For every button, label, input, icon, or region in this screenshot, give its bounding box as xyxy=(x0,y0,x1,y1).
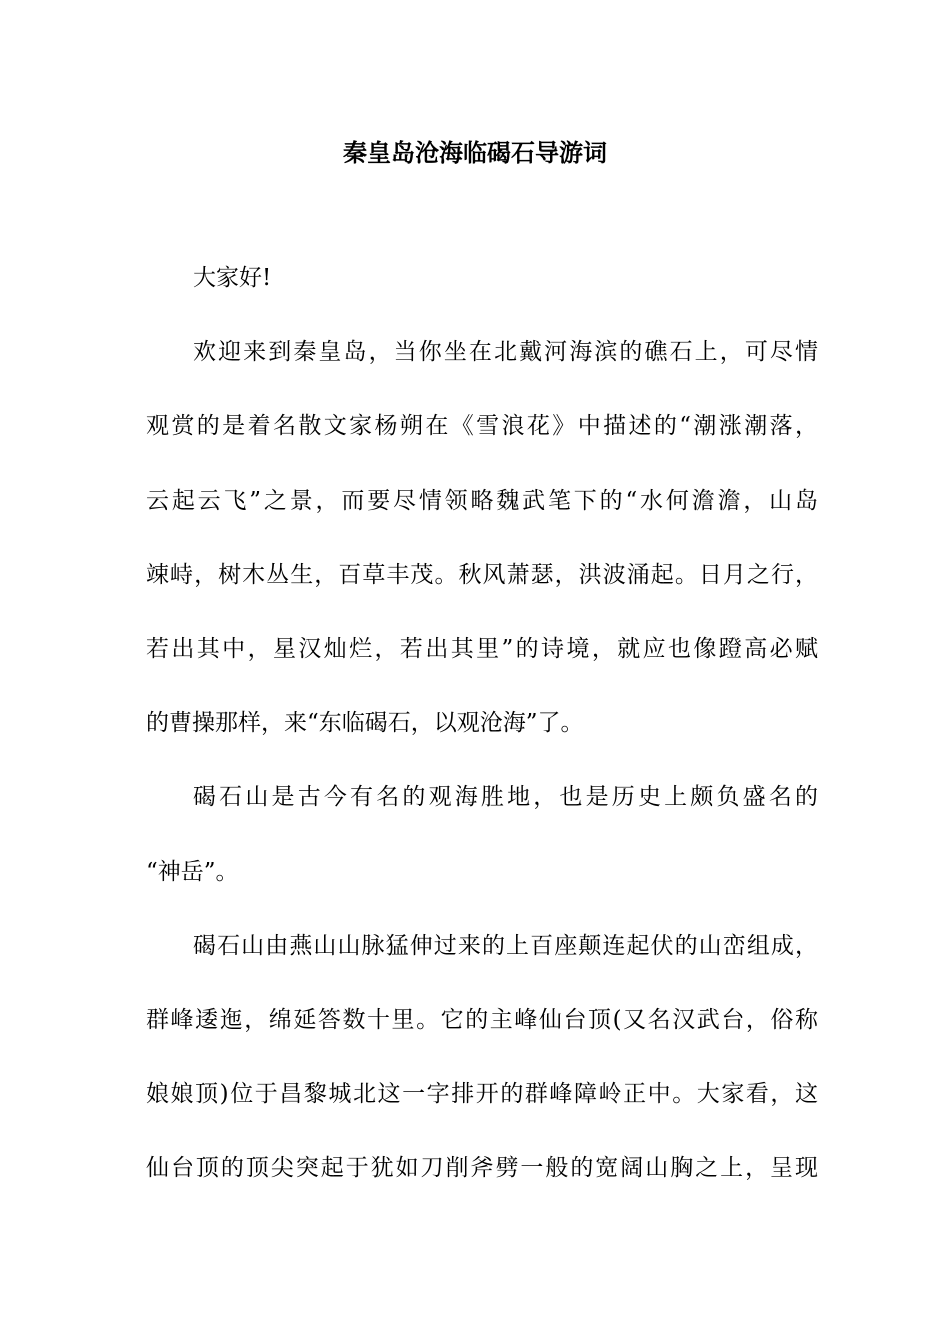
text-line: 欢迎来到秦皇岛，当你坐在北戴河海滨的礁石上，可尽情 xyxy=(193,339,818,366)
text-line: 群峰逶迤，绵延答数十里。它的主峰仙台顶(又名汉武台，俗称 xyxy=(146,1006,818,1033)
document-title: 秦皇岛沧海临碣石导游词 xyxy=(343,138,607,167)
text-line: 观赏的是着名散文家杨朔在《雪浪花》中描述的“潮涨潮落， xyxy=(146,413,818,440)
text-line: 若出其中，星汉灿烂，若出其里”的诗境，就应也像蹬高必赋 xyxy=(146,635,818,662)
text-line: 大家好! xyxy=(193,265,272,291)
text-line: 娘娘顶)位于昌黎城北这一字排开的群峰障岭正中。大家看，这 xyxy=(146,1081,818,1108)
text-line: 云起云飞”之景，而要尽情领略魏武笔下的“水何澹澹，山岛 xyxy=(146,487,818,514)
text-line: 的曹操那样，来“东临碣石，以观沧海”了。 xyxy=(146,710,584,737)
text-line: 碣石山是古今有名的观海胜地，也是历史上颇负盛名的 xyxy=(193,784,818,811)
text-line: 碣石山由燕山山脉猛伸过来的上百座颠连起伏的山峦组成， xyxy=(193,932,818,959)
document-body xyxy=(146,258,818,1222)
text-line: 竦峙，树木丛生，百草丰茂。秋风萧瑟，洪波涌起。日月之行， xyxy=(146,561,818,588)
text-line: “神岳”。 xyxy=(146,858,239,885)
text-line: 仙台顶的顶尖突起于犹如刀削斧劈一般的宽阔山胸之上，呈现 xyxy=(146,1155,818,1182)
